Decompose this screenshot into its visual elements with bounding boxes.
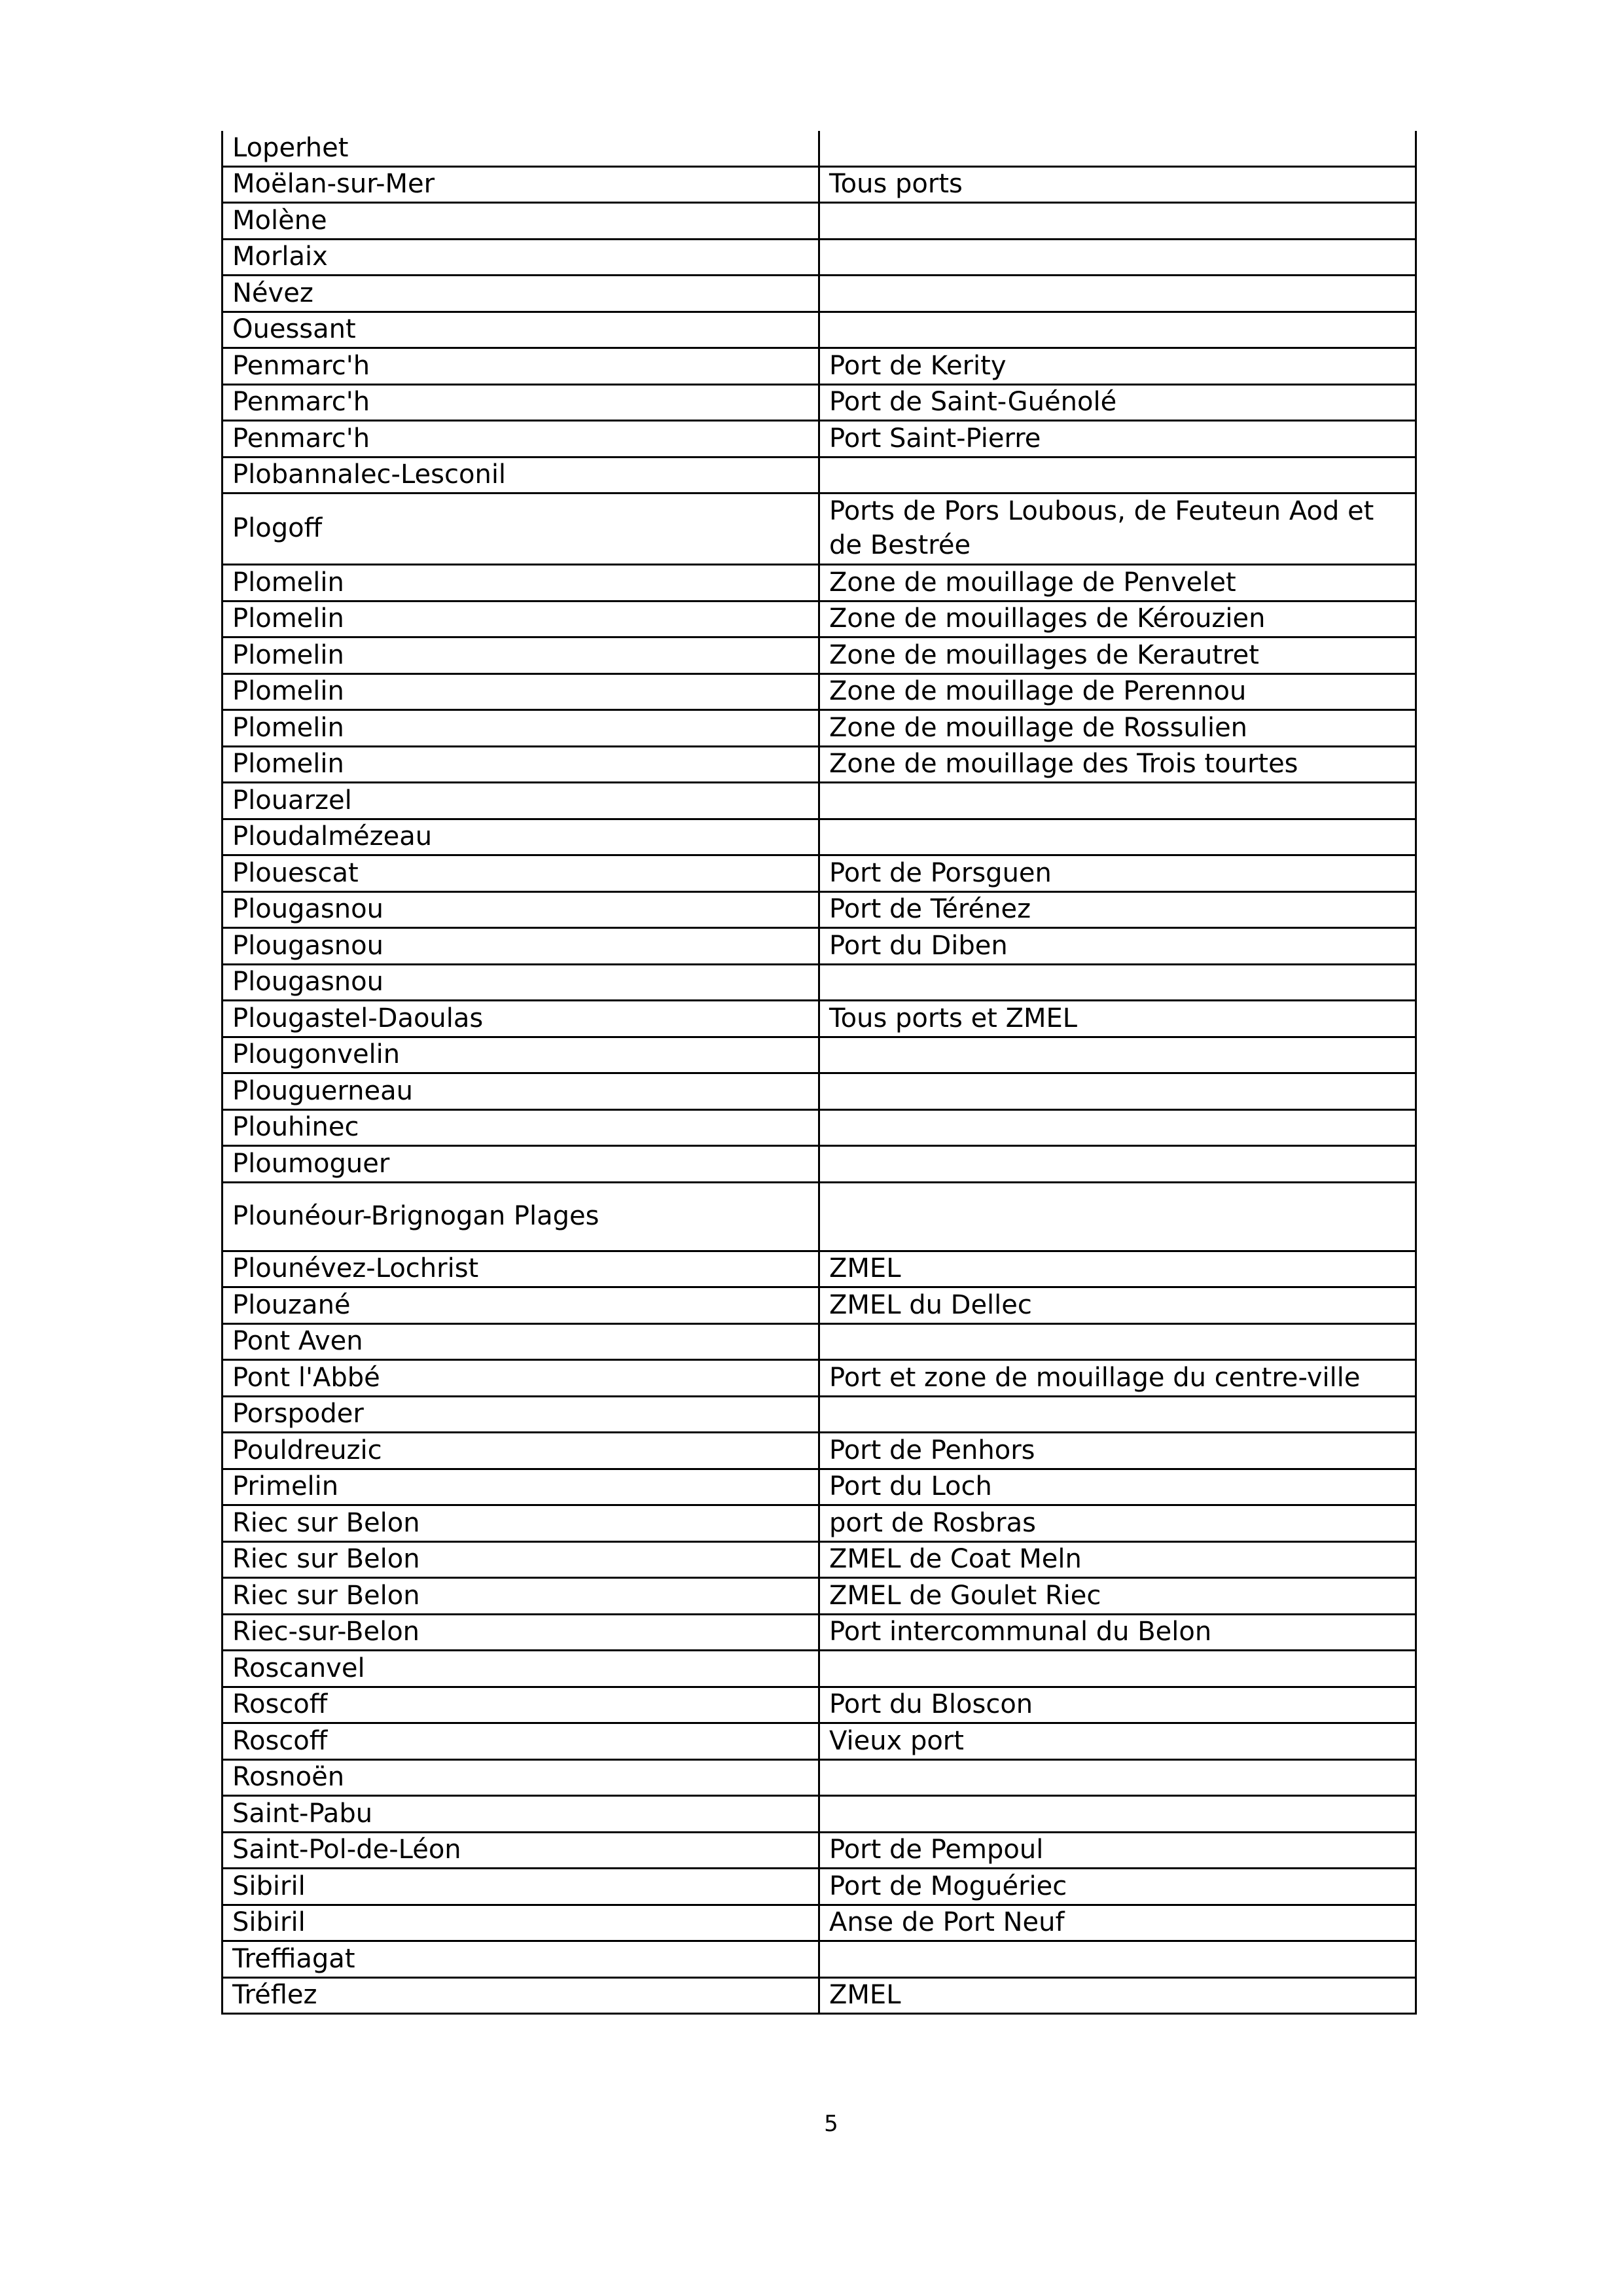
commune-cell: Penmarc'h [223,348,819,385]
commune-cell: Plougasnou [223,891,819,928]
commune-cell: Pouldreuzic [223,1433,819,1469]
table-row [223,710,1416,747]
port-cell [819,1651,1416,1687]
commune-cell: Plobannalec-Lesconil [223,457,819,493]
port-cell: Tous ports [819,166,1416,203]
table-row [223,928,1416,965]
table-row [223,1977,1416,2014]
port-cell [819,964,1416,1001]
table-row [223,1109,1416,1146]
commune-cell: Porspoder [223,1396,819,1433]
commune-cell: Moëlan-sur-Mer [223,166,819,203]
port-cell: ZMEL de Coat Meln [819,1541,1416,1578]
port-cell: Port et zone de mouillage du centre-ville [819,1360,1416,1397]
commune-cell: Riec sur Belon [223,1578,819,1615]
commune-cell: Tréflez [223,1977,819,2014]
port-cell: Port du Bloscon [819,1687,1416,1723]
commune-cell: Plomelin [223,637,819,674]
commune-cell: Plouguerneau [223,1073,819,1110]
commune-cell: Plouescat [223,855,819,892]
port-cell: Port du Diben [819,928,1416,965]
commune-cell: Roscoff [223,1687,819,1723]
commune-cell: Plomelin [223,565,819,601]
commune-cell: Saint-Pol-de-Léon [223,1832,819,1869]
port-cell [819,276,1416,312]
table-row [223,819,1416,855]
port-cell: ZMEL [819,1977,1416,2014]
table-row [223,1687,1416,1723]
table-row [223,637,1416,674]
commune-cell: Plouarzel [223,783,819,819]
table-row [223,1869,1416,1905]
table-row [223,1505,1416,1542]
port-cell: Port de Penhors [819,1433,1416,1469]
table-row [223,1469,1416,1505]
table-row [223,1396,1416,1433]
table-row [223,964,1416,1001]
commune-cell: Roscoff [223,1723,819,1760]
port-cell [819,1146,1416,1183]
port-cell [819,203,1416,240]
commune-cell: Ouessant [223,312,819,348]
commune-cell: Riec sur Belon [223,1505,819,1542]
table-row [223,131,1416,166]
port-cell: Port de Moguériec [819,1869,1416,1905]
port-cell: ZMEL de Goulet Riec [819,1578,1416,1615]
commune-cell: Plougonvelin [223,1037,819,1073]
table-row [223,783,1416,819]
port-cell: Port de Kerity [819,348,1416,385]
table-row [223,1651,1416,1687]
commune-cell: Plounévez-Lochrist [223,1251,819,1287]
port-cell: Zone de mouillages de Kérouzien [819,601,1416,637]
port-cell: Zone de mouillage de Rossulien [819,710,1416,747]
port-cell: Zone de mouillage de Penvelet [819,565,1416,601]
port-cell: port de Rosbras [819,1505,1416,1542]
commune-cell: Plounéour-Brignogan Plages [223,1182,819,1251]
commune-cell: Plogoff [223,493,819,565]
table-row [223,1433,1416,1469]
commune-cell: Plougasnou [223,964,819,1001]
port-cell [819,1109,1416,1146]
table-row [223,1073,1416,1110]
commune-cell: Primelin [223,1469,819,1505]
port-cell: Vieux port [819,1723,1416,1760]
port-cell: Ports de Pors Loubous, de Feuteun Aod et de Bestrée [819,493,1416,565]
table-row [223,1360,1416,1397]
table-row [223,1287,1416,1324]
table-row [223,1578,1416,1615]
port-cell [819,131,1416,166]
table-row [223,746,1416,783]
commune-cell: Riec-sur-Belon [223,1614,819,1651]
port-cell: Port de Pempoul [819,1832,1416,1869]
table-row [223,1037,1416,1073]
table-row [223,1905,1416,1941]
commune-cell: Riec sur Belon [223,1541,819,1578]
port-cell [819,1941,1416,1978]
commune-cell: Plouhinec [223,1109,819,1146]
port-cell [819,1182,1416,1251]
commune-cell: Plomelin [223,710,819,747]
port-cell: Zone de mouillage des Trois tourtes [819,746,1416,783]
port-cell: Anse de Port Neuf [819,1905,1416,1941]
table-row [223,384,1416,421]
table-row [223,1251,1416,1287]
port-cell: Port Saint-Pierre [819,421,1416,457]
commune-cell: Sibiril [223,1869,819,1905]
commune-cell: Roscanvel [223,1651,819,1687]
table-row [223,1759,1416,1796]
table-row [223,601,1416,637]
table-row [223,1001,1416,1037]
table-row [223,421,1416,457]
port-cell: ZMEL du Dellec [819,1287,1416,1324]
commune-cell: Plomelin [223,601,819,637]
commune-cell: Saint-Pabu [223,1796,819,1833]
table-row [223,1614,1416,1651]
commune-cell: Treffiagat [223,1941,819,1978]
port-cell [819,1323,1416,1360]
table-row [223,1146,1416,1183]
port-cell [819,783,1416,819]
table-row [223,348,1416,385]
port-cell: Port de Térénez [819,891,1416,928]
commune-cell: Ploumoguer [223,1146,819,1183]
table-row [223,239,1416,276]
commune-cell: Plomelin [223,746,819,783]
commune-cell: Molène [223,203,819,240]
port-cell [819,1396,1416,1433]
port-cell [819,1037,1416,1073]
commune-cell: Penmarc'h [223,421,819,457]
commune-cell: Sibiril [223,1905,819,1941]
table-row [223,1941,1416,1978]
table-row [223,166,1416,203]
port-cell: Zone de mouillage de Perennou [819,673,1416,710]
commune-cell: Plomelin [223,673,819,710]
table-row [223,203,1416,240]
ports-table [221,131,1417,2015]
port-cell: Zone de mouillages de Kerautret [819,637,1416,674]
port-cell: ZMEL [819,1251,1416,1287]
table-row [223,1723,1416,1760]
port-cell: Port de Porsguen [819,855,1416,892]
table-row [223,673,1416,710]
commune-cell: Penmarc'h [223,384,819,421]
port-cell [819,457,1416,493]
port-cell: Port du Loch [819,1469,1416,1505]
commune-cell: Rosnoën [223,1759,819,1796]
table-row [223,855,1416,892]
commune-cell: Loperhet [223,131,819,166]
table-row [223,1832,1416,1869]
table-row [223,1323,1416,1360]
port-cell: Tous ports et ZMEL [819,1001,1416,1037]
commune-cell: Plougasnou [223,928,819,965]
commune-cell: Plouzané [223,1287,819,1324]
table-row [223,276,1416,312]
commune-cell: Morlaix [223,239,819,276]
commune-cell: Ploudalmézeau [223,819,819,855]
table-row [223,457,1416,493]
table-row [223,1541,1416,1578]
port-cell [819,239,1416,276]
table-row [223,565,1416,601]
port-cell [819,1796,1416,1833]
port-cell [819,1759,1416,1796]
commune-cell: Plougastel-Daoulas [223,1001,819,1037]
table-row [223,1796,1416,1833]
table-row [223,493,1416,565]
page-number: 5 [824,2111,838,2137]
port-cell [819,819,1416,855]
commune-cell: Névez [223,276,819,312]
port-cell [819,1073,1416,1110]
commune-cell: Pont Aven [223,1323,819,1360]
table-row [223,312,1416,348]
table-row [223,1182,1416,1251]
commune-cell: Pont l'Abbé [223,1360,819,1397]
table-row [223,891,1416,928]
port-cell: Port intercommunal du Belon [819,1614,1416,1651]
port-cell: Port de Saint-Guénolé [819,384,1416,421]
port-cell [819,312,1416,348]
